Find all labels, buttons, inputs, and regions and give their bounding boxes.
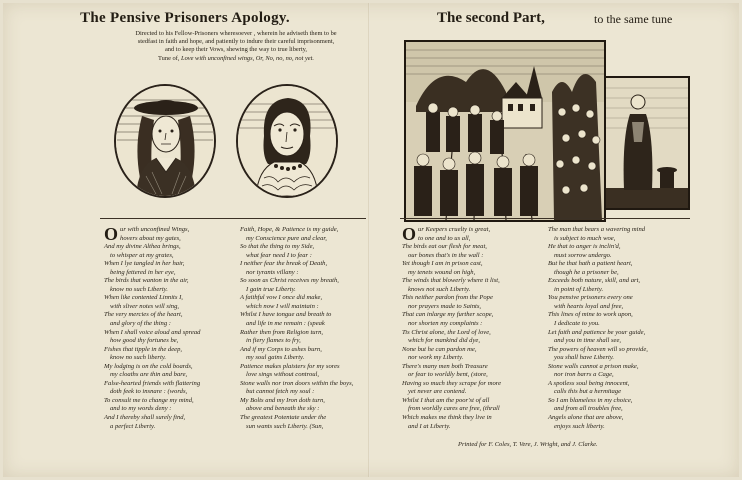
verse-line: to one and to us all, xyxy=(418,234,471,242)
verse-line: To consult me to change my mind, xyxy=(104,396,194,404)
verse-line: The man that bears a wavering mind xyxy=(548,226,646,233)
verse-line: enjoys such liberty. xyxy=(554,422,605,430)
verse-line: being fettered in her eye, xyxy=(110,268,176,276)
verse-line: Having so much they scrape for more xyxy=(402,379,502,387)
verse-line: Angels alone that are above, xyxy=(548,414,624,422)
verse-line: in point of Liberty. xyxy=(554,285,604,293)
verse-line: Patience makes plaisters for my sores xyxy=(240,362,340,370)
verse-line: And my divine Althea brings, xyxy=(104,243,181,251)
ballad-title: The Pensive Prisoners Apology. xyxy=(80,10,290,26)
verse-line: and from all troubles free, xyxy=(554,405,623,413)
verse-line: yet never are contend. xyxy=(408,388,467,396)
verse-line: my cloaths are thin and bare, xyxy=(110,371,188,379)
verse-line: my Conscience pure and clear, xyxy=(246,234,327,242)
verse-line: Whilst I have tongue and breath to xyxy=(240,311,332,319)
subtitle-line: stedfast in faith and hope, and patiently to indure their careful imprisonment, xyxy=(137,38,335,46)
verse-line: Exceeds both nature, skill, and art, xyxy=(548,277,641,285)
verse-line: None but he can pardon me, xyxy=(402,345,477,353)
verse-line: Stone walls cannot a prison make, xyxy=(548,362,639,370)
verse-line: My lodging is on the cold boards, xyxy=(104,362,193,370)
verse-line: When I shall voice aloud and spread xyxy=(104,328,201,336)
verse-column-1 xyxy=(104,226,216,431)
verse-line: The powers of heaven will so provide, xyxy=(548,345,648,353)
verse-line: with sliver notes will sing, xyxy=(110,302,180,310)
verse-column-4 xyxy=(548,226,660,431)
second-part-title: The second Part, xyxy=(437,10,545,26)
verse-line: but cannot fetch my soul : xyxy=(246,388,315,396)
verse-line: though he a prisoner be, xyxy=(554,268,619,276)
verse-line: I neither fear the break of Death, xyxy=(240,260,328,268)
verse-line: know no such liberty. xyxy=(110,354,167,362)
verse-line: My Bolts and my Iron doth turn, xyxy=(240,396,325,404)
verse-line: what fear need I to fear : xyxy=(246,251,312,259)
verse-line: This neither pardon from the Pope xyxy=(402,294,493,302)
verse-line: So soon as Christ receives my breath, xyxy=(240,277,339,285)
verse-line: love sings without controul, xyxy=(246,371,320,379)
tune-name: Love with unconfined wings, Or, No, no, no, not yet. xyxy=(181,54,314,62)
verse-line: But he that hath a patient heart, xyxy=(548,260,633,268)
ballad-subtitle xyxy=(92,30,380,63)
crowd-woodcut xyxy=(406,42,604,220)
verse-line: The birds eat our flesh for meat, xyxy=(402,243,487,251)
verse-line: nor work my Liberty. xyxy=(408,354,464,362)
drop-cap-initial: O xyxy=(402,224,417,244)
verse-line: nor prayers made to Saints, xyxy=(408,302,482,310)
verse-line: The birds that wanton in the air, xyxy=(104,277,189,285)
verse-line: You pensive prisoners every one xyxy=(548,294,633,302)
verse-line: False-hearted friends with flattering xyxy=(104,379,201,387)
verse-line: knows not such Liberty. xyxy=(408,285,471,293)
woodcut-illustration-prisoner xyxy=(604,76,690,210)
verse-line: our bones that's in the wall : xyxy=(408,251,484,259)
verse-line: nor iron barrs a Cage, xyxy=(554,371,614,379)
verse-line: Rather then from Religion turn, xyxy=(240,328,324,336)
verse-line: Which makes me think they live in xyxy=(402,414,492,422)
verse-line: And I thereby shall surely find, xyxy=(104,414,186,422)
verse-line: There's many men both Treasure xyxy=(402,362,488,370)
prisoner-woodcut xyxy=(606,78,688,208)
verse-line: and I at Liberty. xyxy=(408,422,451,430)
verse-line: from worldly cares are free, (thrall xyxy=(408,405,500,413)
verse-line: know no such Liberty. xyxy=(110,285,168,293)
verse-line: calls this but a hermitage xyxy=(554,388,622,396)
verse-line: So that the thing to my Side, xyxy=(240,243,315,251)
verse-line: Yet though I am in prison cast, xyxy=(402,260,483,268)
verse-line: doth feek to insnare : (words, xyxy=(110,388,188,396)
verse-line: The greatest Potentate under the xyxy=(240,414,327,422)
verse-column-3 xyxy=(402,226,514,431)
verse-line: hovers about my gates, xyxy=(120,234,181,242)
verse-line: A spotless soul being innocent, xyxy=(548,379,630,387)
subtitle-line: Directed to his Fellow-Prisoners wheresoever , wherein he adviseth them to be xyxy=(135,30,337,37)
verse-line: The winds that blowerly where it list, xyxy=(402,277,500,285)
verse-line: to whisper at my grates, xyxy=(110,251,174,259)
verse-line: So I am blameless in my choice, xyxy=(548,396,633,404)
verse-line: ur Keepers cruelty is great, xyxy=(418,226,491,233)
verse-line: with hearts loyal and free, xyxy=(554,302,624,310)
verse-line: which for mankind did dye, xyxy=(408,337,480,345)
verse-line: is subject to much woe, xyxy=(554,234,616,242)
verse-column-2 xyxy=(240,226,352,431)
verse-line: how good thy fortunes be, xyxy=(110,337,179,345)
verse-line: He that to anger is inclin'd, xyxy=(548,243,621,251)
rule-right xyxy=(400,218,690,219)
verse-line: I dedicate to you. xyxy=(554,320,600,328)
verse-line: That can inlarge my further scope, xyxy=(402,311,494,319)
page-fold xyxy=(368,3,370,477)
woodcut-illustration-crowd xyxy=(404,40,606,222)
verse-line: This lines of mine to work upon, xyxy=(548,311,633,319)
verse-line: I gain true Liberty. xyxy=(246,285,296,293)
verse-line: Tis Christ alone, the Lord of love, xyxy=(402,328,491,336)
verse-line: must sorrow undergo. xyxy=(554,251,612,259)
verse-line: and to my words deny : xyxy=(110,405,172,413)
verse-line: nor shorten my complaints : xyxy=(408,320,483,328)
subtitle-line: and to keep their Vows, shewing the way to true liberty, xyxy=(164,46,308,54)
verse-line: A faithful vow I once did make, xyxy=(240,294,323,302)
verse-line: ur with unconfined Wings, xyxy=(120,226,190,233)
verse-line: Stone walls nor iron doors within the boys, xyxy=(240,379,354,387)
verse-line: which now I will maintain : xyxy=(246,302,319,310)
verse-line: Faith, Hope, & Patience is my guide, xyxy=(240,226,339,233)
verse-line: The very mercies of the heart, xyxy=(104,311,183,319)
portrait-man-woodcut xyxy=(116,86,214,196)
verse-line: in fiery flames to fry, xyxy=(246,337,301,345)
verse-line: Whilst I that am the poor'st of all xyxy=(402,396,490,404)
verse-line: and you in time shall see, xyxy=(554,337,622,345)
second-part-tune: to the same tune xyxy=(594,12,673,26)
verse-line: and glory of the thing : xyxy=(110,320,171,328)
portrait-woman xyxy=(236,84,338,198)
verse-line: or fear to worldly bent, (store, xyxy=(408,371,488,379)
verse-line: And if my Corps to ashes burn, xyxy=(240,345,322,353)
verse-line: and life in me remain : (speak xyxy=(246,320,325,328)
printer-imprint: Printed for F. Coles, T. Vere, J. Wright, and J. Clarke. xyxy=(458,441,598,448)
rule-left xyxy=(100,218,366,219)
verse-line: my soul gains Liberty. xyxy=(246,354,305,362)
drop-cap-initial: O xyxy=(104,224,119,244)
portrait-woman-woodcut xyxy=(238,86,336,196)
verse-line: a perfect Liberty. xyxy=(110,422,156,430)
verse-line: you shall have Liberty. xyxy=(554,354,615,362)
verse-line: When like contented Linnits I, xyxy=(104,294,183,302)
verse-line: sun wants such Liberty. (Sun, xyxy=(246,422,324,430)
tune-line xyxy=(92,55,380,63)
portrait-man xyxy=(114,84,216,198)
verse-line: nor tyrants villany : xyxy=(246,268,299,276)
verse-line: When I lye tangled in her hair, xyxy=(104,260,185,268)
verse-line: above and beneath the sky : xyxy=(246,405,320,413)
verse-line: Fishes that tipple in the deep, xyxy=(104,345,183,353)
verse-line: Let faith and patience be your guide, xyxy=(548,328,646,336)
verse-line: my tenets wound on high, xyxy=(408,268,476,276)
tune-prefix: Tune of, xyxy=(158,54,182,62)
